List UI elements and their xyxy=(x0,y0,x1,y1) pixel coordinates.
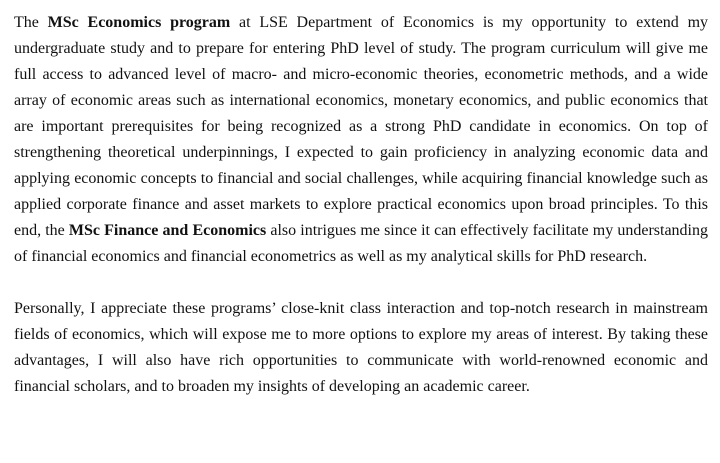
document-body xyxy=(14,10,708,400)
program-name-msc-finance-economics: MSc Finance and Economics xyxy=(68,222,267,239)
paragraph-text: at LSE Department of Economics is my opportunity to extend my undergraduate study and to prepare for entering PhD level of study. The program curriculum will give me full access to advanced level of macro- and micro-economic theories, econometric methods, and a wide array of economic areas such as international economics, monetary economics, and public economics that are important prerequisites for being recognized as a strong PhD candidate in economics. On top of strengthening theoretical underpinnings, I expected to gain proficiency in analyzing economic data and applying economic concepts to financial and social challenges, while acquiring financial knowledge such as applied corporate finance and asset markets to explore practical economics upon broad principles. To this end, the xyxy=(14,14,709,239)
program-name-msc-economics: MSc Economics program xyxy=(47,14,231,31)
paragraph-personal-motivation: Personally, I appreciate these programs’ close-knit class interaction and top-notch research in mainstream fields of economics, which will expose me to more options to explore my areas of interest. By taking these advantages, I will also have rich opportunities to communicate with world-renowned economic and financial scholars, and to broaden my insights of developing an academic career. xyxy=(14,300,708,395)
paragraph-text: also intrigues me since it can effectively facilitate my understanding of financial economics and financial econometrics as well as my analytical skills for PhD research. xyxy=(14,222,708,265)
paragraph-text: The xyxy=(14,14,48,31)
paragraph-program-overview xyxy=(14,10,708,270)
